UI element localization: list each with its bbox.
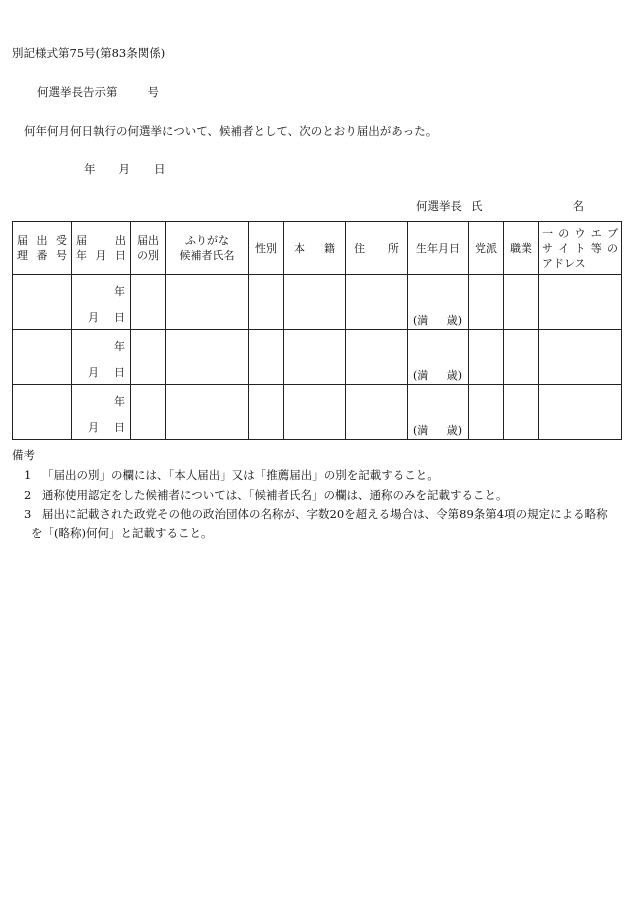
cell-candidate-name[interactable] <box>166 385 249 440</box>
cell-address[interactable] <box>346 385 408 440</box>
candidate-register-table <box>12 221 622 440</box>
cell-website[interactable] <box>539 330 622 385</box>
signer-line <box>416 198 584 214</box>
note-item: 1 「届出の別」の欄には、「本人届出」又は「推薦届出」の別を記載すること。 <box>24 468 439 482</box>
signer-given-label: 名 <box>572 199 584 213</box>
cell-filing-type[interactable] <box>131 330 166 385</box>
notice-line <box>37 84 159 100</box>
notice-prefix: 何選挙長告示第 <box>37 85 118 99</box>
cell-receipt-no[interactable] <box>13 330 72 385</box>
cell-gender[interactable] <box>249 330 284 385</box>
signer-surname-label: 氏 <box>471 199 483 213</box>
cell-domicile[interactable] <box>284 385 346 440</box>
cell-website[interactable] <box>539 275 622 330</box>
table-row <box>13 330 622 385</box>
cell-filing-date[interactable]: 年 月 日 <box>72 275 131 330</box>
header-candidate-name: ふりがな 候補者氏名 <box>166 222 249 275</box>
form-heading: 別記様式第75号(第83条関係) <box>12 46 166 60</box>
cell-website[interactable] <box>539 385 622 440</box>
cell-filing-date[interactable]: 年 月 日 <box>72 385 131 440</box>
table-row <box>13 385 622 440</box>
note-item: 3 届出に記載された政党その他の政治団体の名称が、字数20を超える場合は、令第89条第4項の規定による略称 <box>24 507 608 521</box>
cell-candidate-name[interactable] <box>166 275 249 330</box>
header-website: 一 の ウ エ ブ サ イ ト 等 の アドレス <box>539 222 622 275</box>
cell-occupation[interactable] <box>504 275 539 330</box>
cell-domicile[interactable] <box>284 330 346 385</box>
cell-address[interactable] <box>346 330 408 385</box>
date-year-label: 年 <box>84 162 96 176</box>
cell-domicile[interactable] <box>284 275 346 330</box>
notes-title: 備考 <box>12 448 35 462</box>
header-receipt-no: 届 出 受 理 番 号 <box>13 222 72 275</box>
note-item-continuation: を「(略称)何何」と記載すること。 <box>31 526 213 540</box>
cell-receipt-no[interactable] <box>13 275 72 330</box>
date-line <box>84 161 166 177</box>
cell-gender[interactable] <box>249 385 284 440</box>
cell-candidate-name[interactable] <box>166 330 249 385</box>
table-row <box>13 275 622 330</box>
header-birthdate: 生年月日 <box>408 222 469 275</box>
cell-address[interactable] <box>346 275 408 330</box>
note-item: 2 通称使用認定をした候補者については、「候補者氏名」の欄は、通称のみを記載すること。 <box>24 488 508 502</box>
header-filing-type: 届出 の別 <box>131 222 166 275</box>
cell-gender[interactable] <box>249 275 284 330</box>
notice-suffix: 号 <box>147 85 159 99</box>
cell-party[interactable] <box>469 385 504 440</box>
signer-title: 何選挙長 <box>416 199 462 213</box>
header-domicile: 本 籍 <box>284 222 346 275</box>
date-day-label: 日 <box>154 162 166 176</box>
intro-text: 何年何月何日執行の何選挙について、候補者として、次のとおり届出があった。 <box>24 124 438 138</box>
cell-filing-type[interactable] <box>131 385 166 440</box>
header-address: 住 所 <box>346 222 408 275</box>
header-occupation: 職業 <box>504 222 539 275</box>
date-month-label: 月 <box>118 162 130 176</box>
cell-birthdate[interactable]: (満 歳) <box>408 330 469 385</box>
cell-occupation[interactable] <box>504 330 539 385</box>
cell-birthdate[interactable]: (満 歳) <box>408 385 469 440</box>
cell-party[interactable] <box>469 275 504 330</box>
cell-occupation[interactable] <box>504 385 539 440</box>
cell-birthdate[interactable]: (満 歳) <box>408 275 469 330</box>
table-header-row <box>13 222 622 275</box>
header-filing-date: 届 出 年 月 日 <box>72 222 131 275</box>
cell-party[interactable] <box>469 330 504 385</box>
cell-filing-date[interactable]: 年 月 日 <box>72 330 131 385</box>
cell-filing-type[interactable] <box>131 275 166 330</box>
cell-receipt-no[interactable] <box>13 385 72 440</box>
header-gender: 性別 <box>249 222 284 275</box>
header-party: 党派 <box>469 222 504 275</box>
